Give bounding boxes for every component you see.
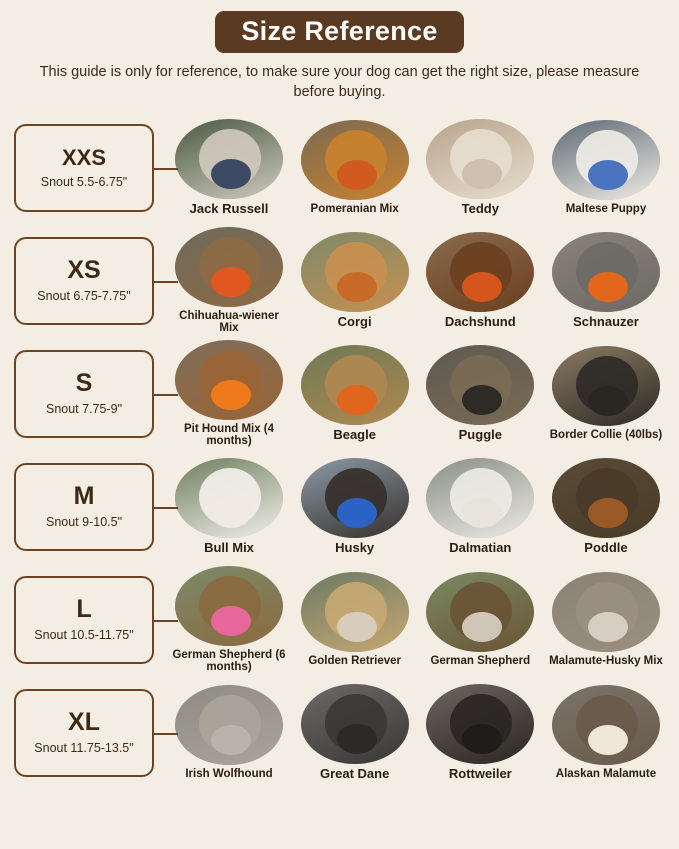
dog-name-caption: Dalmatian [449, 540, 512, 556]
dog-name-caption: Great Dane [319, 766, 390, 782]
dog-photo [175, 340, 283, 420]
dog-entry [421, 119, 539, 217]
dog-entry [421, 572, 539, 668]
muzzle-shape [337, 272, 377, 302]
size-cell [14, 350, 154, 438]
muzzle-shape [211, 498, 251, 528]
dog-photo [301, 120, 409, 200]
dog-examples [154, 340, 665, 449]
dog-photo [426, 684, 534, 764]
dog-entry [296, 684, 414, 782]
size-label: S [75, 369, 93, 398]
dog-examples [154, 684, 665, 782]
dog-photo [175, 685, 283, 765]
dog-photo [301, 572, 409, 652]
dog-entry [170, 685, 288, 781]
size-row [14, 337, 665, 450]
dog-entry [547, 572, 665, 668]
dog-name-caption: Maltese Puppy [565, 203, 647, 216]
dog-name-caption: Schnauzer [573, 314, 639, 330]
dog-examples [154, 119, 665, 217]
dog-name-caption: Rottweiler [448, 766, 512, 782]
dog-photo [552, 572, 660, 652]
size-cell [14, 237, 154, 325]
connector-line [152, 394, 178, 396]
size-label: L [76, 595, 92, 624]
muzzle-shape [211, 267, 251, 297]
muzzle-shape [588, 498, 628, 528]
dog-entry [296, 572, 414, 668]
dog-photo [175, 227, 283, 307]
dog-entry [170, 566, 288, 675]
title-container [14, 0, 665, 53]
dog-examples [154, 227, 665, 336]
snout-range-label: Snout 9-10.5" [45, 515, 123, 530]
size-rows [14, 111, 665, 789]
dog-photo [175, 119, 283, 199]
size-cell [14, 576, 154, 664]
dog-entry [170, 119, 288, 217]
dog-entry [421, 458, 539, 556]
muzzle-shape [588, 725, 628, 755]
muzzle-shape [211, 159, 251, 189]
muzzle-shape [588, 160, 628, 190]
size-label: M [73, 482, 95, 511]
dog-photo [426, 232, 534, 312]
dog-name-caption: Golden Retriever [308, 655, 401, 668]
dog-name-caption: Jack Russell [189, 201, 269, 217]
dog-name-caption: Pit Hound Mix (4 months) [183, 422, 275, 448]
size-cell [14, 124, 154, 212]
dog-name-caption: Beagle [333, 427, 376, 443]
muzzle-shape [211, 380, 251, 410]
size-row [14, 676, 665, 789]
dog-photo [552, 458, 660, 538]
dog-entry [547, 685, 665, 781]
dog-entry [547, 346, 665, 442]
page-title: Size Reference [215, 11, 463, 53]
dog-photo [552, 685, 660, 765]
dog-photo [426, 345, 534, 425]
dog-name-caption: Corgi [337, 314, 372, 330]
dog-entry [547, 232, 665, 330]
size-label: XL [68, 708, 100, 737]
muzzle-shape [337, 724, 377, 754]
page-subtitle: This guide is only for reference, to make sure your dog can get the right size, please measure before buying. [39, 64, 640, 100]
size-label: XS [67, 256, 101, 285]
dog-entry [170, 458, 288, 556]
size-cell [14, 689, 154, 777]
dog-name-caption: Puggle [458, 427, 502, 443]
dog-entry [547, 120, 665, 216]
dog-entry [421, 684, 539, 782]
snout-range-label: Snout 5.5-6.75" [40, 174, 128, 189]
dog-name-caption: Pomeranian Mix [310, 203, 399, 216]
dog-entry [421, 345, 539, 443]
dog-entry [296, 345, 414, 443]
dog-name-caption: German Shepherd (6 months) [172, 648, 286, 674]
dog-name-caption: Teddy [461, 201, 499, 217]
dog-entry [296, 458, 414, 556]
snout-range-label: Snout 6.75-7.75" [37, 289, 131, 304]
muzzle-shape [211, 606, 251, 636]
snout-range-label: Snout 7.75-9" [45, 402, 123, 417]
dog-name-caption: Alaskan Malamute [555, 768, 657, 781]
muzzle-shape [588, 612, 628, 642]
muzzle-shape [337, 612, 377, 642]
dog-name-caption: Bull Mix [204, 540, 254, 556]
dog-photo [552, 346, 660, 426]
dog-entry [170, 340, 288, 449]
size-row [14, 111, 665, 224]
dog-examples [154, 458, 665, 556]
muzzle-shape [211, 725, 251, 755]
size-row [14, 450, 665, 563]
dog-photo [175, 566, 283, 646]
muzzle-shape [588, 272, 628, 302]
size-row [14, 224, 665, 337]
dog-name-caption: Dachshund [444, 314, 516, 330]
dog-photo [426, 458, 534, 538]
dog-photo [301, 345, 409, 425]
dog-entry [296, 120, 414, 216]
dog-name-caption: Poddle [584, 540, 628, 556]
dog-photo [301, 458, 409, 538]
size-cell [14, 463, 154, 551]
dog-examples [154, 566, 665, 675]
dog-entry [170, 227, 288, 336]
dog-name-caption: Border Collie (40lbs) [549, 429, 663, 442]
dog-entry [296, 232, 414, 330]
dog-name-caption: German Shepherd [430, 655, 531, 668]
size-label: XXS [61, 144, 107, 170]
snout-range-label: Snout 11.75-13.5" [34, 741, 134, 756]
dog-entry [421, 232, 539, 330]
connector-line [152, 620, 178, 622]
connector-line [152, 507, 178, 509]
muzzle-shape [337, 385, 377, 415]
dog-entry [547, 458, 665, 556]
muzzle-shape [588, 386, 628, 416]
connector-line [152, 168, 178, 170]
muzzle-shape [337, 498, 377, 528]
dog-photo [175, 458, 283, 538]
connector-line [152, 733, 178, 735]
dog-name-caption: Chihuahua-wiener Mix [179, 309, 279, 335]
dog-photo [426, 119, 534, 199]
dog-name-caption: Husky [335, 540, 375, 556]
muzzle-shape [337, 160, 377, 190]
connector-line [152, 281, 178, 283]
size-row [14, 563, 665, 676]
dog-name-caption: Malamute-Husky Mix [549, 655, 663, 668]
dog-name-caption: Irish Wolfhound [185, 768, 273, 781]
snout-range-label: Snout 10.5-11.75" [34, 628, 134, 643]
dog-photo [301, 684, 409, 764]
dog-photo [552, 120, 660, 200]
dog-photo [301, 232, 409, 312]
dog-photo [426, 572, 534, 652]
dog-photo [552, 232, 660, 312]
